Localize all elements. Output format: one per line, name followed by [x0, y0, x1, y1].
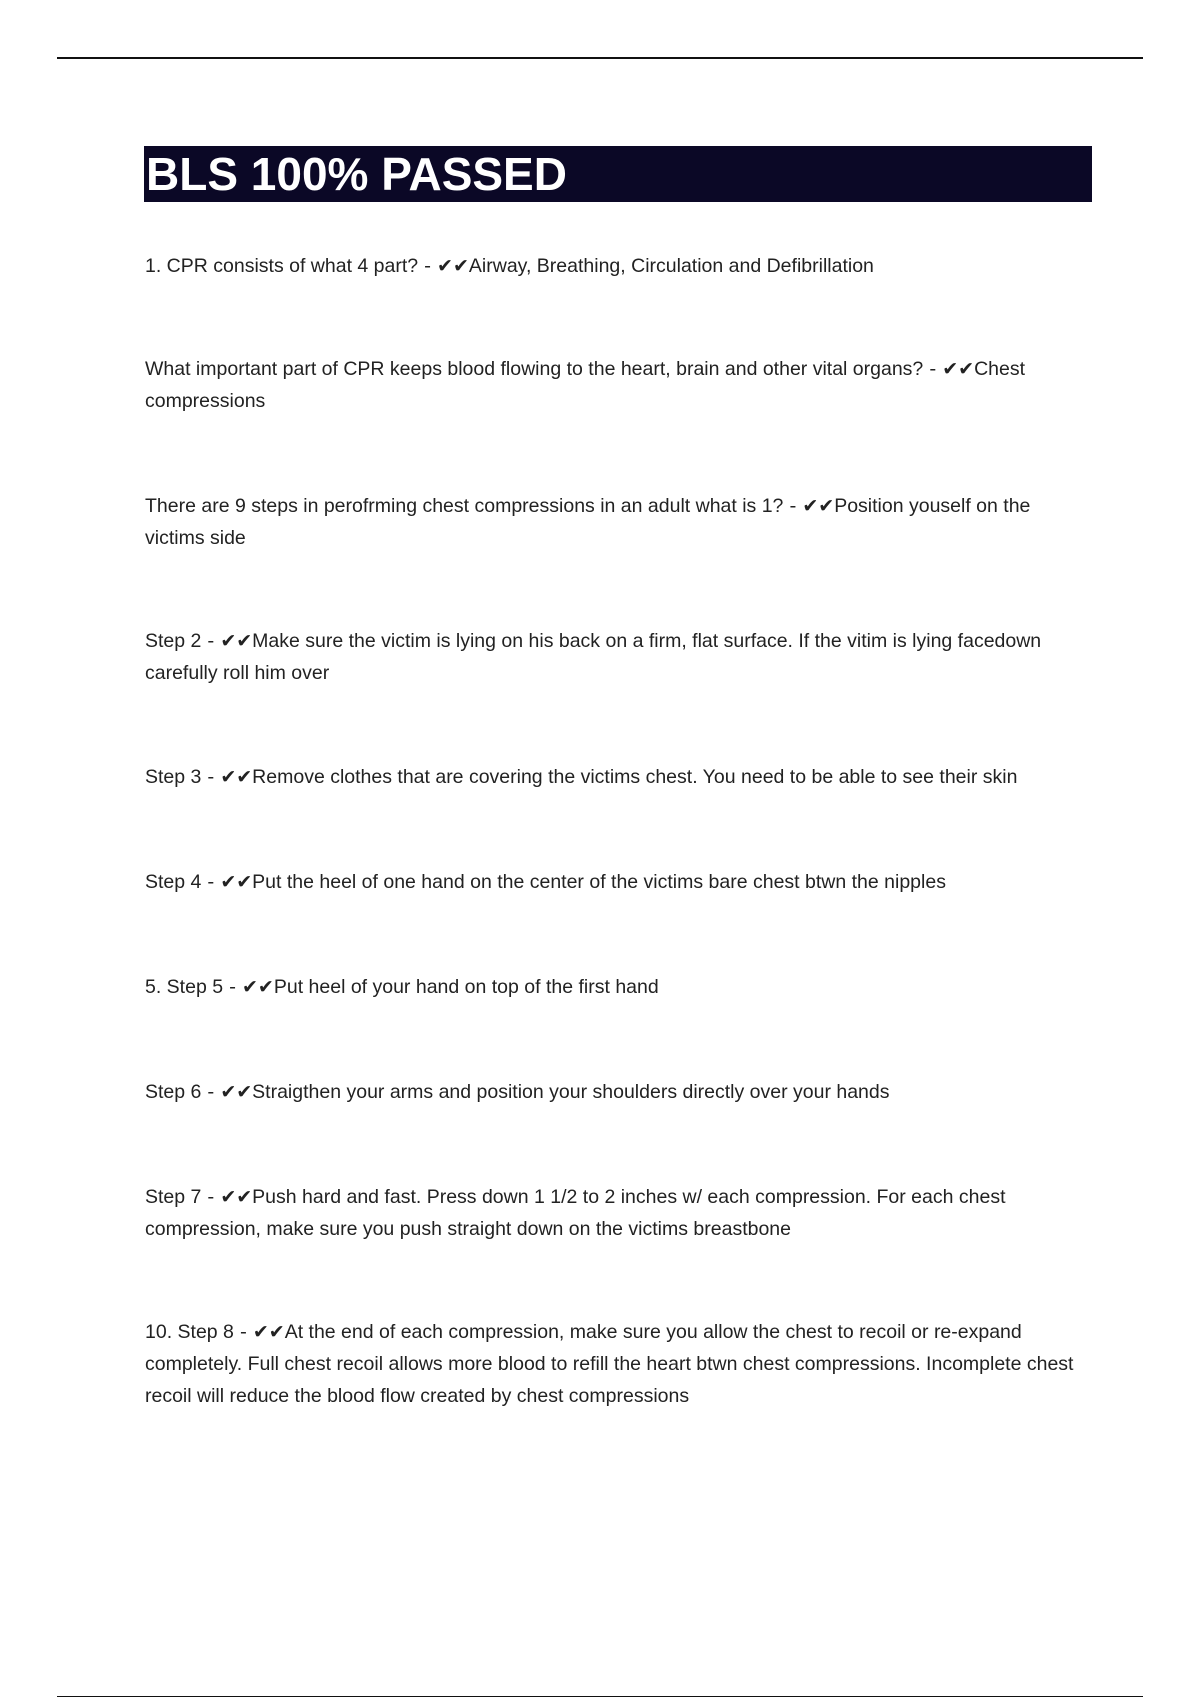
check-separator-icon: - ✔✔	[201, 1186, 253, 1208]
qa-item	[145, 971, 1085, 1003]
qa-item	[145, 625, 1085, 689]
check-separator-icon: - ✔✔	[783, 495, 835, 517]
check-separator-icon: - ✔✔	[923, 358, 975, 380]
check-separator-icon: - ✔✔	[201, 630, 253, 652]
answer-text: Put heel of your hand on top of the first hand	[273, 976, 659, 998]
question-text: Step 6	[145, 1081, 202, 1103]
check-separator-icon: - ✔✔	[201, 766, 253, 788]
question-text: 1. CPR consists of what 4 part?	[145, 255, 419, 277]
bottom-rule	[57, 1696, 1143, 1697]
qa-item	[145, 490, 1085, 554]
qa-item	[145, 1316, 1085, 1412]
check-separator-icon: - ✔✔	[233, 1321, 285, 1343]
qa-item	[145, 761, 1085, 793]
answer-text: At the end of each compression, make sure you allow the chest to recoil or re-expand completely. Full chest recoil allows more blood to refill the heart btwn chest compressions. Incomplete chest recoil will reduce the blood flow created by chest compressions	[145, 1321, 1074, 1407]
question-text: There are 9 steps in perofrming chest compressions in an adult what is 1?	[145, 495, 784, 517]
check-separator-icon: - ✔✔	[201, 1081, 253, 1103]
answer-text: Make sure the victim is lying on his back on a firm, flat surface. If the vitim is lying facedown carefully roll him over	[145, 630, 1042, 684]
answer-text: Remove clothes that are covering the victims chest. You need to be able to see their skin	[252, 766, 1018, 788]
check-separator-icon: - ✔✔	[223, 976, 274, 998]
answer-text: Airway, Breathing, Circulation and Defibrillation	[468, 255, 874, 277]
title-bar	[144, 146, 1092, 202]
question-text: What important part of CPR keeps blood flowing to the heart, brain and other vital organs?	[145, 358, 924, 380]
answer-text: Push hard and fast. Press down 1 1/2 to 2 inches w/ each compression. For each chest compression, make sure you push straight down on the victims breastbone	[145, 1186, 1006, 1240]
qa-item	[145, 1076, 1085, 1108]
check-separator-icon: - ✔✔	[418, 255, 469, 277]
question-text: Step 7	[145, 1186, 202, 1208]
question-text: 5. Step 5	[145, 976, 224, 998]
document-title: BLS 100% PASSED	[146, 148, 567, 200]
question-text: Step 3	[145, 766, 202, 788]
top-rule	[57, 57, 1143, 59]
answer-text: Position youself on the victims side	[145, 495, 1031, 549]
qa-item	[145, 1181, 1085, 1245]
answer-text: Chest compressions	[145, 358, 1026, 412]
answer-text: Straigthen your arms and position your shoulders directly over your hands	[252, 1081, 890, 1103]
qa-item	[145, 250, 1085, 282]
check-separator-icon: - ✔✔	[201, 871, 253, 893]
qa-item	[145, 866, 1085, 898]
question-text: Step 4	[145, 871, 202, 893]
question-text: 10. Step 8	[145, 1321, 234, 1343]
qa-item	[145, 353, 1085, 417]
answer-text: Put the heel of one hand on the center of the victims bare chest btwn the nipples	[252, 871, 946, 893]
question-text: Step 2	[145, 630, 202, 652]
